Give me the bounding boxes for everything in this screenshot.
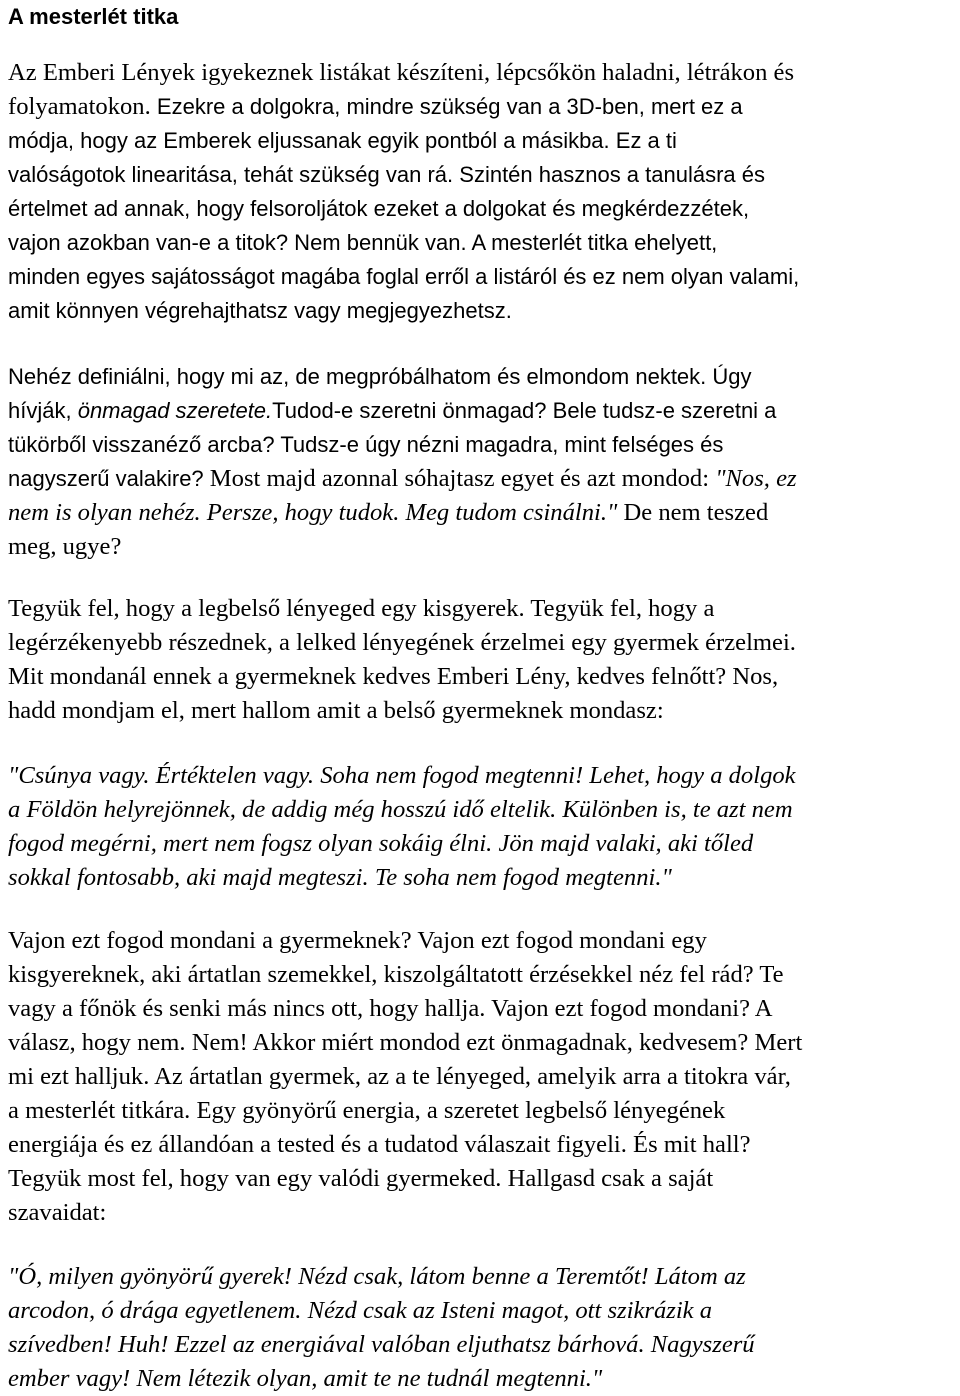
- text-line: arcodon, ó drága egyetlenem. Nézd csak az Isteni magot, ott szikrázik a: [8, 1297, 713, 1324]
- text-line: [8, 158, 799, 192]
- paragraph-4-quote: [8, 759, 796, 895]
- text-span: Szintén hasznos a tanulásra és: [459, 162, 766, 187]
- text-span: Ezekre a dolgokra, mindre szükség van a 3D-ben, mert ez a: [156, 94, 743, 119]
- text-line: [8, 626, 796, 660]
- text-line: [8, 56, 799, 90]
- text-line: sokkal fontosabb, aki majd megteszi. Te soha nem fogod megtenni.": [8, 864, 672, 891]
- document-page: [8, 0, 956, 1392]
- text-line: fogod megérni, mert nem fogsz olyan sokáig élni. Jön majd valaki, aki tőled: [8, 830, 754, 857]
- text-span: Tegyük fel, hogy a legbelső lényeged egy kisgyerek.: [8, 595, 531, 622]
- text-span: minden egyes sajátosságot magába foglal erről a listáról és ez nem olyan valami,: [8, 264, 800, 289]
- text-span: valóságotok linearitása, tehát szükség van rá.: [8, 162, 460, 187]
- text-line: "Csúnya vagy. Értéktelen vagy. Soha nem fogod megtenni! Lehet, hogy a dolgok: [8, 762, 796, 789]
- text-span: De nem teszed: [617, 499, 769, 526]
- paragraph-3: [8, 592, 796, 728]
- text-line: ember vagy! Nem létezik olyan, amit te ne tudnál megtenni.": [8, 1365, 603, 1392]
- text-span: amit könnyen végrehajthatsz vagy megjegyezhetsz.: [8, 298, 512, 323]
- text-line: [8, 394, 797, 428]
- text-span: A mesterlét titka ehelyett,: [471, 230, 718, 255]
- text-line: [8, 660, 796, 694]
- text-line: mi ezt halljuk. Az ártatlan gyermek, az a te lényeged, amelyik arra a titokra vár,: [8, 1063, 791, 1090]
- text-line: [8, 294, 799, 328]
- text-line: [8, 360, 797, 394]
- text-line: [8, 496, 797, 530]
- text-line: vagy a főnök és senki más nincs ott, hogy hallja. Vajon ezt fogod mondani? A: [8, 995, 773, 1022]
- paragraph-6-quote: [8, 1260, 755, 1396]
- text-line: [8, 260, 799, 294]
- paragraph-2: [8, 360, 797, 564]
- text-line: energiája és ez állandóan a tested és a tudatod válaszait figyeli. És mit hall?: [8, 1131, 751, 1158]
- text-span: Nos,: [732, 663, 779, 690]
- text-line: válasz, hogy nem. Nem! Akkor miért mondod ezt önmagadnak, kedvesem? Mert: [8, 1029, 803, 1056]
- text-span: tükörből visszanéző arcba?: [8, 432, 281, 457]
- text-line: [8, 428, 797, 462]
- text-span: önmagad szeretete.: [77, 398, 273, 423]
- text-span: meg, ugye?: [8, 533, 122, 560]
- text-line: szívedben! Huh! Ezzel az energiával valóban eljuthatsz bárhová. Nagyszerű: [8, 1331, 755, 1358]
- text-line: a Földön helyrejönnek, de addig még hosszú idő eltelik. Különben is, te azt nem: [8, 796, 793, 823]
- text-span: nem is olyan nehéz. Persze, hogy tudok. Meg tudom csinálni.": [8, 499, 618, 526]
- text-line: [8, 592, 796, 626]
- text-line: Vajon ezt fogod mondani a gyermeknek? Vajon ezt fogod mondani egy: [8, 927, 707, 954]
- text-line: [8, 694, 796, 728]
- text-span: hadd mondjam el, mert hallom amit a belső gyermeknek mondasz:: [8, 697, 664, 724]
- text-span: Bele tudsz-e szeretni a: [552, 398, 777, 423]
- text-span: Tudod-e szeretni önmagad?: [272, 398, 553, 423]
- text-line: [8, 530, 797, 564]
- text-line: Tegyük most fel, hogy van egy valódi gyermeked. Hallgasd csak a saját: [8, 1165, 714, 1192]
- text-span: Most majd azonnal sóhajtasz egyet és azt mondod:: [209, 465, 716, 492]
- text-line: szavaidat:: [8, 1199, 107, 1226]
- text-line: [8, 90, 799, 124]
- text-line: kisgyereknek, aki ártatlan szemekkel, kiszolgáltatott érzésekkel néz fel rád? Te: [8, 961, 784, 988]
- text-line: [8, 192, 799, 226]
- paragraph-1: [8, 56, 799, 328]
- text-line: [8, 124, 799, 158]
- text-span: "Nos, ez: [715, 465, 797, 492]
- text-span: Mit mondanál ennek a gyermeknek kedves Emberi Lény, kedves felnőtt?: [8, 663, 733, 690]
- text-span: legérzékenyebb részednek, a lelked lényegének érzelmei egy gyermek érzelmei.: [8, 629, 796, 656]
- text-line: [8, 226, 799, 260]
- text-span: módja, hogy az Emberek eljussanak egyik pontból a másikba. Ez a ti: [8, 128, 677, 153]
- paragraph-5: [8, 924, 802, 1230]
- text-line: "Ó, milyen gyönyörű gyerek! Nézd csak, látom benne a Teremtőt! Látom az: [8, 1263, 746, 1290]
- text-span: Tudsz-e úgy nézni magadra, mint felséges és: [280, 432, 724, 457]
- text-line: a mesterlét titkára. Egy gyönyörű energia, a szeretet legbelső lényegének: [8, 1097, 726, 1124]
- text-span: vajon azokban van-e a titok? Nem bennük van.: [8, 230, 472, 255]
- text-span: Nehéz definiálni, hogy mi az, de megpróbálhatom és elmondom nektek. Úgy: [8, 364, 752, 389]
- text-span: nagyszerű valakire?: [8, 466, 210, 491]
- page-title: A mesterlét titka: [8, 4, 179, 29]
- text-span: Az Emberi Lények igyekeznek listákat készíteni, lépcsőkön haladni, létrákon és: [8, 59, 795, 86]
- text-line: [8, 462, 797, 496]
- text-span: hívják,: [8, 398, 78, 423]
- text-span: értelmet ad annak, hogy felsoroljátok ezeket a dolgokat és megkérdezzétek,: [8, 196, 750, 221]
- text-span: Tegyük fel, hogy a: [530, 595, 715, 622]
- text-span: folyamatokon.: [8, 93, 157, 120]
